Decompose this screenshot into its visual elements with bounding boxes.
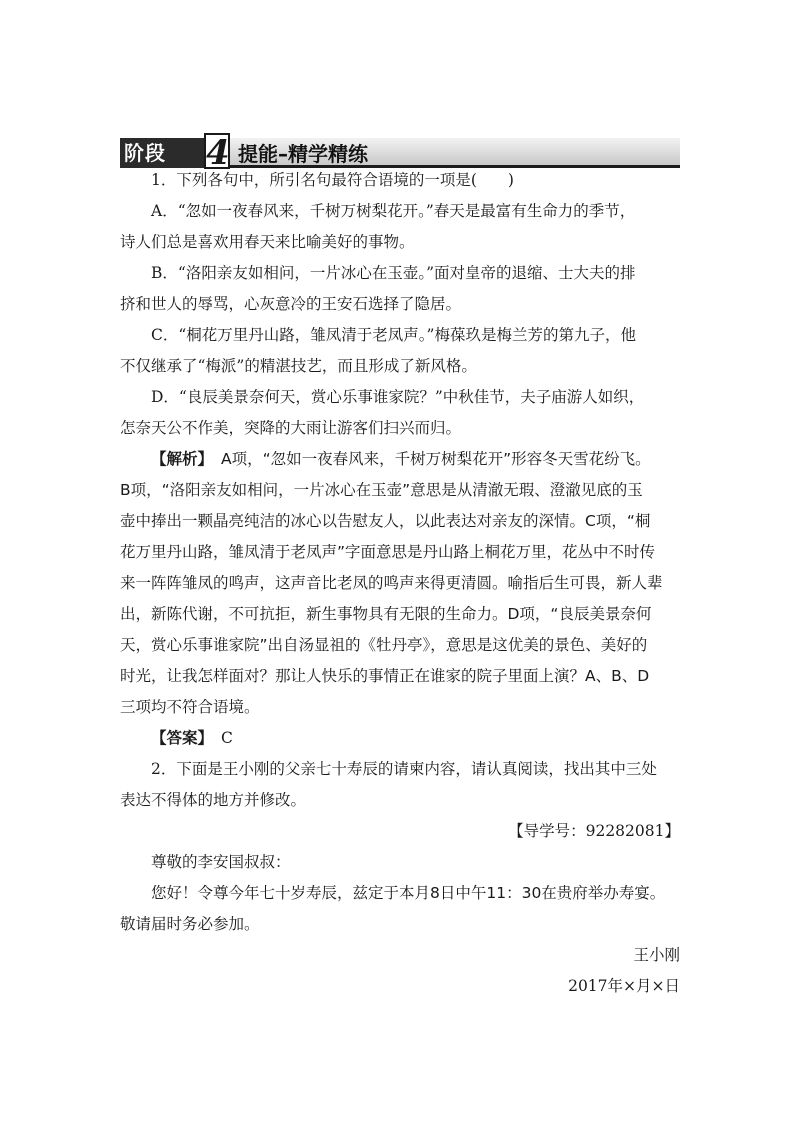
q1-option-a-line2: 诗人们总是喜欢用春天来比喻美好的事物。 <box>120 233 415 251</box>
q1-analysis-line-6: 天，赏心乐事谁家院”出自汤显祖的《牡丹亭》，意思是这优美的景色、美好的 <box>120 636 648 654</box>
q2-stem-line1: 2．下面是王小刚的父亲七十寿辰的请柬内容，请认真阅读，找出其中三处 <box>151 760 657 778</box>
invitation-salutation: 尊敬的李安国叔叔： <box>151 853 291 871</box>
q1-analysis-line-5: 出，新陈代谢，不可抗拒，新生事物具有无限的生命力。D项，“良辰美景奈何 <box>120 605 652 623</box>
q2-stem-line2: 表达不得体的地方并修改。 <box>120 791 307 809</box>
answer-value: C <box>221 729 233 747</box>
banner-title: 提能–精学精练 <box>238 142 368 166</box>
analysis-text: A项，“忽如一夜春风来，千树万树梨花开”形容冬天雪花纷飞。 <box>221 450 651 468</box>
guide-number: 【导学号：92282081】 <box>508 822 680 840</box>
q1-option-d-line1: D．“良辰美景奈何天，赏心乐事谁家院？”中秋佳节，夫子庙游人如织， <box>151 388 645 406</box>
q1-stem: 1．下列各句中，所引名句最符合语境的一项是( ) <box>151 171 514 189</box>
q1-analysis-line-1: B项，“洛阳亲友如相问，一片冰心在玉壶”意思是从清澈无瑕、澄澈见底的玉 <box>120 481 643 499</box>
q1-analysis-line-8: 三项均不符合语境。 <box>120 698 260 716</box>
q1-analysis-line-4: 来一阵阵雏凤的鸣声，这声音比老凤的鸣声来得更清圆。喻指后生可畏，新人辈 <box>120 574 663 592</box>
q1-analysis-line-2: 壶中捧出一颗晶亮纯洁的冰心以告慰友人，以此表达对亲友的深情。C项，“桐 <box>120 512 651 530</box>
stage-number: 4 <box>206 133 230 173</box>
q1-option-c-line2: 不仅继承了“梅派”的精湛技艺，而且形成了新风格。 <box>120 357 477 375</box>
invitation-signature: 王小刚 <box>633 946 680 964</box>
q1-option-c-line1: C．“桐花万里丹山路，雏凤清于老凤声。”梅葆玖是梅兰芳的第九子，他 <box>151 326 636 344</box>
q1-analysis-line-7: 时光，让我怎样面对？那让人快乐的事情正在谁家的院子里面上演？A、B、D <box>120 667 650 685</box>
q1-analysis-line-3: 花万里丹山路，雏凤清于老凤声”字面意思是丹山路上桐花万里，花丛中不时传 <box>120 543 656 561</box>
invitation-body-line1: 您好！令尊今年七十岁寿辰，兹定于本月8日中午11：30在贵府举办寿宴。 <box>151 884 666 902</box>
invitation-date: 2017年×月×日 <box>568 977 680 995</box>
q1-answer <box>120 723 680 754</box>
document-body <box>120 165 680 1002</box>
analysis-tag: 【解析】 <box>151 450 214 468</box>
answer-tag: 【答案】 <box>151 729 214 747</box>
q1-option-b-line1: B．“洛阳亲友如相问，一片冰心在玉壶。”面对皇帝的退缩、士大夫的排 <box>151 264 636 282</box>
q1-option-a-line1: A．“忽如一夜春风来，千树万树梨花开。”春天是最富有生命力的季节， <box>151 202 636 220</box>
invitation-body-line2: 敬请届时务必参加。 <box>120 915 260 933</box>
q1-option-d-line2: 怎奈天公不作美，突降的大雨让游客们扫兴而归。 <box>120 419 462 437</box>
q1-option-b-line2: 挤和世人的辱骂，心灰意冷的王安石选择了隐居。 <box>120 295 462 313</box>
q1-analysis-line-0 <box>120 444 680 475</box>
section-banner <box>120 133 680 173</box>
stage-label: 阶段 <box>120 138 206 168</box>
